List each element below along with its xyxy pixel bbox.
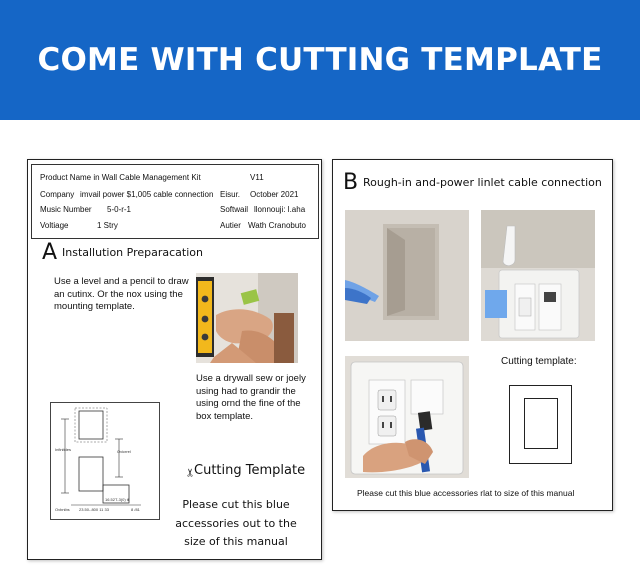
drawing-label-bottom-left: Ovbnibs	[55, 507, 70, 512]
company-value: imvail power $1,005 cable connection	[80, 190, 214, 199]
cutting-template-heading: Cutting Template	[194, 463, 306, 478]
product-name: Product Name in Wall Cable Management Kit	[40, 173, 201, 182]
drawing-dimension-3: 8 /81	[131, 507, 140, 512]
author-label: Autier	[220, 221, 241, 230]
manual-sheet-a	[27, 159, 322, 560]
music-number-value: 5-0-r-1	[107, 205, 132, 214]
photo-outlet-installation	[345, 356, 469, 478]
music-number-label: Music Number	[40, 205, 92, 214]
date-label: Eisur.	[220, 190, 241, 199]
cutting-template-label: Cutting template:	[501, 356, 577, 367]
drawing-dimension-2: 16.52T-3(0) tl	[105, 497, 129, 502]
manual-sheet-b	[332, 159, 613, 511]
photo-wall-cutout	[345, 210, 469, 341]
cutting-instruction: Please cut this blue accessories out to the size of this manual	[175, 498, 297, 548]
photo-mounted-plate	[481, 210, 595, 341]
cutting-template-outline	[509, 385, 572, 464]
voltage-value: 1 Stry	[97, 221, 118, 230]
product-info-table	[31, 164, 319, 239]
software-label: Softwail	[220, 205, 249, 214]
company-label: Company	[40, 190, 75, 199]
section-letter-b: B	[343, 170, 359, 195]
section-letter-a: A	[42, 240, 58, 265]
product-version: V11	[250, 173, 264, 182]
drawing-label-left: Infinitdes	[55, 447, 72, 452]
section-title-b: Rough-in and-power linlet cable connection	[363, 176, 602, 189]
banner-title: COME WITH CUTTING TEMPLATE	[37, 42, 603, 78]
section-title-a: Installution Preparacation	[62, 246, 203, 259]
scissors-icon: ✂	[185, 467, 198, 478]
header-banner	[0, 0, 640, 120]
step-draw-outline: Use a level and a pencil to draw an cutinx. Or the nox using the mounting template.	[54, 276, 189, 312]
voltage-label: Voltiage	[40, 221, 69, 230]
date-value: October 2021	[250, 190, 299, 199]
mounting-template-drawing	[50, 402, 160, 520]
author-value: Wath Cranobuto	[248, 221, 306, 230]
sheet-b-caption: Please cut this blue accessories rlat to size of this manual	[357, 488, 575, 498]
software-value: llonnouji: l.aha	[254, 205, 306, 214]
drawing-label-right: Ovicrrel	[117, 449, 131, 454]
step-cut-drywall: Use a drywall sew or joely using had to grandir the using ornd the fine of the box template.	[196, 373, 306, 422]
photo-level-marking	[196, 273, 298, 363]
drawing-dimension-1: 23.50-.800 11 33	[79, 507, 109, 512]
cutting-template-inner	[524, 398, 558, 449]
